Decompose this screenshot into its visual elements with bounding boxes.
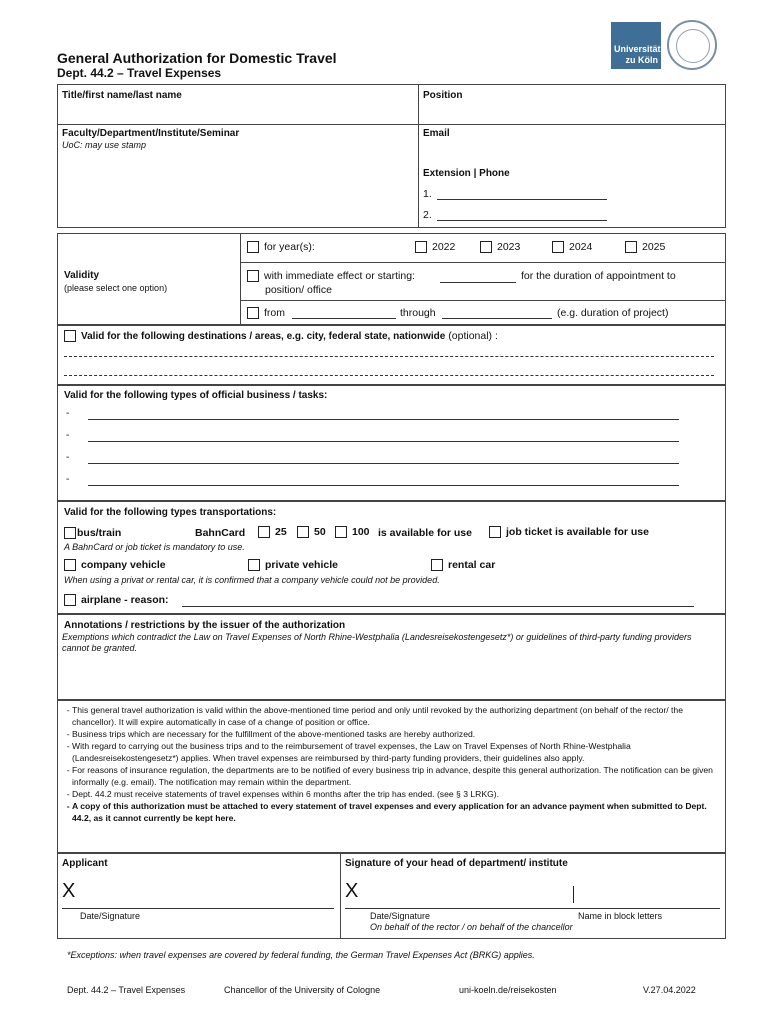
logo-line1: Universität (614, 44, 661, 54)
bahncard-note: A BahnCard or job ticket is mandatory to use. (64, 542, 245, 552)
applicant-label: Applicant (62, 858, 108, 869)
rental-car-checkbox[interactable] (431, 559, 443, 571)
bus-train-checkbox[interactable] (64, 527, 76, 539)
annotations-label: Annotations / restrictions by the issuer of the authorization (64, 620, 346, 631)
divider (573, 886, 574, 903)
head-signature-field[interactable] (345, 908, 720, 909)
university-seal-icon (667, 20, 717, 70)
year-2024-label: 2024 (569, 241, 593, 253)
year-2024-checkbox[interactable] (552, 241, 564, 253)
task-line-3[interactable] (88, 463, 679, 464)
destinations-label: Valid for the following destinations / areas, e.g. city, federal state, nationwide (81, 331, 446, 342)
applicant-signature-field[interactable] (62, 908, 334, 909)
email-label: Email (423, 128, 450, 139)
annotations-field[interactable] (62, 656, 717, 696)
year-2023-checkbox[interactable] (480, 241, 492, 253)
head-x-mark: X (345, 880, 359, 902)
phone1-field[interactable] (437, 199, 607, 200)
job-ticket-label: job ticket is available for use (506, 526, 649, 538)
destinations-optional: (optional) : (448, 330, 498, 342)
divider (340, 853, 341, 939)
car-note: When using a privat or rental car, it is confirmed that a company vehicle could not be provided. (64, 575, 440, 585)
private-vehicle-checkbox[interactable] (248, 559, 260, 571)
immediate-checkbox[interactable] (247, 270, 259, 282)
immediate-tail: for the duration of appointment to (521, 270, 676, 282)
page-title: General Authorization for Domestic Travel (57, 50, 337, 66)
note-item: - This general travel authorization is valid within the above-mentioned time period and only until revoked by the authorizing department (on behalf of the rector/ the chancellor). It will expire automatically in case of a change of position or office. (72, 704, 726, 728)
transport-label: Valid for the following types transportations: (64, 507, 277, 518)
bus-train-label: bus/train (77, 527, 122, 539)
page-subtitle: Dept. 44.2 – Travel Expenses (57, 66, 222, 80)
extension-label: Extension | Phone (423, 168, 510, 179)
year-2022-label: 2022 (432, 241, 456, 253)
faculty-field[interactable] (62, 152, 414, 224)
immediate-line2: position/ office (265, 284, 332, 296)
logo-line2: zu Köln (625, 55, 658, 65)
tasks-section (57, 385, 726, 501)
task-bullet-1: - (66, 408, 70, 419)
divider (240, 300, 726, 301)
position-field[interactable] (423, 102, 721, 120)
bahncard-label: BahnCard (195, 527, 246, 539)
faculty-note: UoC: may use stamp (62, 140, 147, 150)
footer-version: V.27.04.2022 (643, 985, 696, 995)
bahncard-50-label: 50 (314, 526, 326, 538)
name-field[interactable] (62, 102, 414, 120)
footer-url[interactable]: uni-koeln.de/reisekosten (459, 985, 557, 995)
bahncard-100-label: 100 (352, 526, 370, 538)
position-label: Position (423, 90, 463, 101)
through-date-field[interactable] (442, 318, 552, 319)
phone2-field[interactable] (437, 220, 607, 221)
year-2023-label: 2023 (497, 241, 521, 253)
footer-chancellor: Chancellor of the University of Cologne (224, 985, 381, 995)
task-line-2[interactable] (88, 441, 679, 442)
from-checkbox[interactable] (247, 307, 259, 319)
divider (240, 233, 241, 325)
notes-list (62, 704, 726, 824)
airplane-label: airplane - reason: (81, 594, 169, 606)
email-field[interactable] (423, 140, 721, 162)
phone2-label: 2. (423, 209, 432, 221)
applicant-date-label: Date/Signature (80, 911, 141, 921)
divider (57, 124, 726, 125)
job-ticket-checkbox[interactable] (489, 526, 501, 538)
immediate-label: with immediate effect or starting: (264, 270, 415, 282)
for-years-label: for year(s): (264, 241, 315, 253)
rental-car-label: rental car (448, 559, 496, 571)
task-bullet-3: - (66, 452, 70, 463)
bahncard-100-checkbox[interactable] (335, 526, 347, 538)
destinations-line-1[interactable] (64, 356, 714, 357)
note-item: - A copy of this authorization must be attached to every statement of travel expenses and every application for an advance payment when submitted to Dept. 44.2, as it cannot currently be kept here. (72, 800, 726, 824)
from-date-field[interactable] (292, 318, 396, 319)
phone1-label: 1. (423, 188, 432, 200)
head-date-label: Date/Signature (370, 911, 431, 921)
from-tail: (e.g. duration of project) (557, 307, 669, 319)
block-letters-label: Name in block letters (578, 911, 663, 921)
task-bullet-4: - (66, 474, 70, 485)
for-years-checkbox[interactable] (247, 241, 259, 253)
note-item: - Business trips which are necessary for the fulfillment of the above-mentioned tasks are hereby authorized. (72, 728, 726, 740)
bahncard-25-checkbox[interactable] (258, 526, 270, 538)
from-label: from (264, 307, 285, 319)
university-logo (611, 22, 661, 69)
note-item: - Dept. 44.2 must receive statements of travel expenses within 6 months after the trip has ended. (see § 3 LRKG). (72, 788, 726, 800)
validity-label: Validity (64, 270, 100, 281)
destinations-checkbox[interactable] (64, 330, 76, 342)
annotations-note: Exemptions which contradict the Law on Travel Expenses of North Rhine-Westphalia (Landesreisekostengesetz*) or guidelines of third-party funding providers cannot be granted. (62, 632, 692, 653)
footer-dept: Dept. 44.2 – Travel Expenses (67, 985, 186, 995)
company-vehicle-checkbox[interactable] (64, 559, 76, 571)
applicant-x-mark: X (62, 880, 76, 902)
divider (418, 84, 419, 228)
year-2025-checkbox[interactable] (625, 241, 637, 253)
faculty-label: Faculty/Department/Institute/Seminar (62, 128, 240, 139)
task-bullet-2: - (66, 430, 70, 441)
company-vehicle-label: company vehicle (81, 559, 166, 571)
divider (240, 262, 726, 263)
name-label: Title/first name/last name (62, 90, 182, 101)
airplane-reason-field[interactable] (182, 606, 694, 607)
available-label: is available for use (378, 527, 472, 539)
year-2022-checkbox[interactable] (415, 241, 427, 253)
through-label: through (400, 307, 436, 319)
bahncard-25-label: 25 (275, 526, 287, 538)
note-item: - For reasons of insurance regulation, the departments are to be notified of every business trip in advance, despite this general authorization. The notification can be given informally (e.g. email). The notification may remain within the department. (72, 764, 726, 788)
bahncard-50-checkbox[interactable] (297, 526, 309, 538)
tasks-label: Valid for the following types of official business / tasks: (64, 390, 328, 401)
validity-note: (please select one option) (64, 283, 168, 293)
destinations-line-2[interactable] (64, 375, 714, 376)
task-line-1[interactable] (88, 419, 679, 420)
task-line-4[interactable] (88, 485, 679, 486)
note-item: - With regard to carrying out the business trips and to the reimbursement of travel expenses, the Law on Travel Expenses of North Rhine-Westphalia (Landesreisekostengesetz*) applies. When travel expenses are reimbursed by third-party funding providers, their guidelines also apply. (72, 740, 726, 764)
start-date-field[interactable] (440, 282, 516, 283)
airplane-checkbox[interactable] (64, 594, 76, 606)
year-2025-label: 2025 (642, 241, 666, 253)
on-behalf-label: On behalf of the rector / on behalf of the chancellor (370, 922, 573, 932)
footnote: *Exceptions: when travel expenses are covered by federal funding, the German Travel Expenses Act (BRKG) applies. (67, 950, 535, 960)
private-vehicle-label: private vehicle (265, 559, 338, 571)
head-label: Signature of your head of department/ institute (345, 858, 568, 869)
